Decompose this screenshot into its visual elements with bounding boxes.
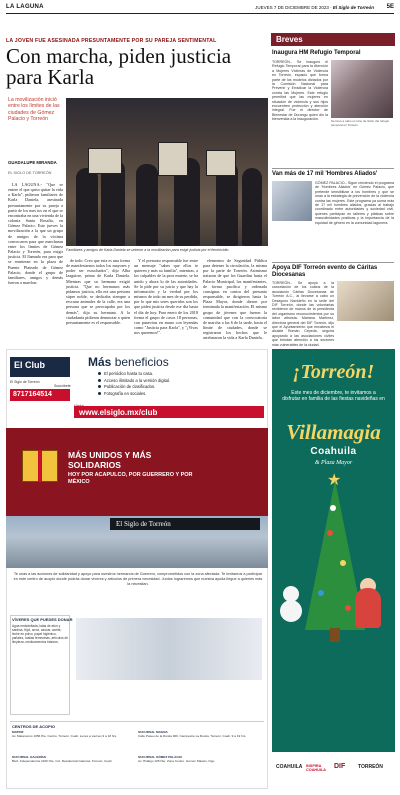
benefit-item: Acceso ilimitado a la versión digital. xyxy=(98,378,258,385)
torreon-subtitle: Este mes de diciembre, te invitamos a disfrutar en familia de las fiestas navideñas en xyxy=(282,390,385,402)
club-logo: El Club xyxy=(10,357,70,377)
photo-figure xyxy=(242,168,262,246)
sponsor-logo: TORREÓN xyxy=(358,764,383,770)
story-column-4 xyxy=(203,258,267,341)
club-benefits-list xyxy=(98,371,258,397)
story-paragraph: Y el presunto responsable fue entre un mensaje "sabes que ellos te quieren y más su familia", mientras, a los culpables de la peor muerte, se ha unido y ahora lo de las autoridades. Se lo pide por su juicio y que hay la información y la verdad por los mismos de todo un mes de su perdida, por lo que mis seres queridos son los que piden justicia desde ese día hasta el día de hoy. Para enero de los 2018 forma el grupo de casos 18 personas, con panecitas en mano con leyendas como "Justicia para Karla", y "¡Vivas nos queremos!". xyxy=(134,258,198,336)
sponsor-logo: INSPIRA COAHUILA xyxy=(306,764,327,773)
story-column-2 xyxy=(66,258,130,324)
issue-date: JUEVES 7 DE DICIEMBRE DE 2023 · El Siglo de Torreón xyxy=(255,5,374,10)
villamagia-title: Villamagia xyxy=(286,420,381,444)
story-column-1 xyxy=(8,182,63,322)
donation-box-items: Agua embotellada, latas de atún y sardina, frijol, arroz, azúcar, aceite, leche en polvo, papel higiénico, pañales, toallas femeninas, artículos de limpieza, medicamentos básicos. xyxy=(12,624,68,644)
story-deck: La movilización inició entre los límites de las ciudades de Gómez Palacio y Torreón xyxy=(8,97,60,122)
tree-trunk xyxy=(330,628,340,642)
snowman-body xyxy=(280,600,302,622)
benefit-item: Fotografía en sociales. xyxy=(98,391,258,398)
collection-centers-title: CENTROS DE ACOPIO xyxy=(12,724,55,729)
villamagia-venue: & Plaza Mayor xyxy=(314,460,353,466)
story-column-3 xyxy=(134,258,198,336)
center-item: MATRIZ Av. Matamoros 1056 Pte. Centro, Torreón, Coah. Lunes a viernes 9 a 18 hrs. xyxy=(12,730,118,738)
story-kicker: LA JOVEN FUE ASESINADA PRESUNTAMENTE POR SU PAREJA SENTIMENTAL xyxy=(6,38,217,44)
club-phone[interactable]: 8717164514 xyxy=(10,389,70,401)
villamagia-state: Coahuila xyxy=(310,446,357,457)
breves-header: Breves xyxy=(271,33,395,46)
story-paragraph: elementos de Seguridad Pública para detener la circulación, la misma por la parte de Torreón. Asimismo trataron de que los Guardias hasta el Palacio Municipal, los manifestantes, de forma pacífica y ordenada consignas en contra del presunto responsable, se dirigieron hasta la Plaza Mayor, donde dieron por terminada la manifestación. El mismo grupo de jóvenes que fueron la comunidad que con la convocatoria de marcha a las 6 de la tarde, hasta el límite de ciudades, donde se registraron los hechos que le arrebataron la vida a Karla Daniela. xyxy=(203,258,267,341)
photo-caption: Familiares y amigos de Karla Daniela se unieron a la movilización para exigir justicia por el feminicidio. xyxy=(66,248,230,252)
donation-goods-photo xyxy=(76,618,262,680)
club-site-link[interactable]: www.elsiglo.mx/club xyxy=(74,406,264,418)
club-logo-subtitle: El Siglo de Torreón xyxy=(10,380,40,384)
protest-sign xyxy=(88,148,122,174)
solidarity-banner xyxy=(6,428,268,516)
story-paragraph: de todo. Creo que esta es una forma de manifestarnos todos los mayores y poder ser escuchados", dijo Alba Izaguirre, prima de Karla Daniela. Mientras que su hermana exigió justicia. "Que no hermanos más pidamos justicia, ella era una persona súper noble, se dedicaba siempre a rescatar animales de la calle, era una persona que se preocupaba por los demás", dijo su hermana. A la ciudadanía pidieron denunciar a quien presuntamente es el responsable. xyxy=(66,258,131,325)
center-item: SUCURSAL MAGNA Calle Paseo de la Rosita 900, Campestre La Rosita, Torreón, Coah. 9 a 19 hrs. xyxy=(138,730,247,738)
page-header xyxy=(6,4,394,14)
donation-box-title: VÍVERES QUE PUEDES DONAR xyxy=(12,617,73,622)
brief-1-photo xyxy=(331,60,393,118)
club-intro-text: Te unas a las acciones de solidaridad y apoyo para nuestros hermanos de Guerrero, comprometidos con la zona afectada. Te invitamos a participar en este centro de acopio donde podrás donar víveres y artículos de primera necesidad. Juntos lograremos que nuestra ayuda llegue a quienes más la necesitan. xyxy=(13,572,263,586)
story-photo xyxy=(66,98,268,246)
story-byline: GUADALUPE MIRANDA xyxy=(8,160,57,165)
club-subscribe-label: Suscríbete xyxy=(54,384,71,388)
ornament-icon xyxy=(330,505,336,511)
divider xyxy=(272,262,394,263)
sponsor-logos xyxy=(272,752,395,789)
story-paragraph: LA LAGUNA.- "Que se entere el que quiso quitar la vida a Karla", pidieron familiares de Karla Daniela, asesinada presuntamente por su pareja a partir de los mes tos en el que se encontraba en una vivienda de la colonia Santa Rosalía, en Gómez Palacio. Este jueves la movilización a la que un grupo de amigos de la víctima convocaron para que marcharan entre los límites de Gómez Palacio y Torreón, para exigir justicia. El llamado era para que se reunieran en la plaza de Puente Plateado de Gómez Palacio, donde el grupo de familiares, amigos y demás fueron a marchar. xyxy=(8,182,63,285)
brief-1-title: Inaugura HM Refugio Temporal xyxy=(272,50,361,56)
club-benefits-title: Más beneficios xyxy=(88,355,169,369)
brief-2-photo xyxy=(272,181,312,221)
brief-2-body: GÓMEZ PALACIO.- Sigue creciendo el programa de 'Hombres Aliados' en Gómez Palacio, que pretende sensibilizar a los hombres y que se unan a la estrategia de prevención de la violencia contra las mujeres. Este programa ya suma más de 17 mil hombres aliados, gracias al trabajo coordinado entre autoridades y sociedad civil, quienes participan en talleres y pláticas sobre masculinidades positivas y la importancia de la equidad de género en la comunidad lagunera. xyxy=(315,181,394,225)
sponsor-logo: COAHUILA xyxy=(276,764,303,770)
torreon-title: ¡Torreón! xyxy=(292,361,375,383)
photo-figure xyxy=(76,168,98,246)
paper-logo: El Siglo de Torreón xyxy=(110,518,260,530)
sponsor-logo: DIF xyxy=(334,763,346,770)
story-headline: Con marcha, piden justicia para Karla xyxy=(6,44,232,89)
protest-sign xyxy=(158,142,188,176)
star-icon: ★ xyxy=(327,470,342,489)
banner-subheadline: HOY POR ACAPULCO, POR GUERRERO Y POR MÉXICO xyxy=(68,472,193,485)
section-name: LA LAGUNA xyxy=(6,4,44,10)
ornament-icon xyxy=(345,605,351,611)
doll-body xyxy=(355,588,381,628)
brief-3-body: TORREÓN.- Se apoyó a la cancelación de los costos de la asociación Cáritas Diocesanas de Torreón A.C., al llevarse a cabo un Desayuno Navideño en la sede del DIF Torreón, donde las voluntarias recibieron de manos de la presidenta del organismo reconocimientos por su labor altruista. Mariana Martínez, directora general del DIF Torreón, dijo que el Ayuntamiento que encabeza el alcalde Román Cepeda, seguirá apoyando a las asociaciones civiles que brindan atención a los sectores más vulnerables de la ciudad. xyxy=(272,281,334,347)
protest-sign xyxy=(206,150,236,176)
divider xyxy=(272,168,394,169)
brief-2-title: Van más de 17 mil 'Hombres Aliados' xyxy=(272,171,378,177)
brief-1-body: TORREÓN.- Se inauguró el Refugio Temporal para la Atención a Mujeres Víctimas de Violencia en Torreón, espacio que forma parte de los modelos dictados por la Comisión Nacional para Prevenir y Erradicar la Violencia contra las Mujeres. Este refugio permitirá que las mujeres en situación de violencia y sus hijos encuentren protección y atención integral. Fue el director de Bienestar de Durango quien dio la bienvenida a la inauguración. xyxy=(272,60,328,122)
story-outlet: EL SIGLO DE TORREÓN xyxy=(8,171,52,175)
aid-box-ribbon xyxy=(38,450,42,482)
photo-figure xyxy=(136,164,158,246)
benefit-item: El periódico hasta tu casa. xyxy=(98,371,258,378)
brief-3-photo xyxy=(337,281,394,321)
page-number: 5E xyxy=(386,4,394,10)
benefit-item: Publicación de clasificados. xyxy=(98,384,258,391)
brief-3-title: Apoya DIF Torreón evento de Cáritas Diocesanas xyxy=(272,265,378,278)
ornament-icon xyxy=(318,590,324,596)
ornament-icon xyxy=(340,560,346,566)
ornament-icon xyxy=(327,530,333,536)
center-item: SUCURSAL GALERÍAS Blvd. Independencia 4100 Ote. Col. Residencial Galerías, Torreón, Coah. xyxy=(12,755,113,763)
center-item: SUCURSAL GÓMEZ PALACIO Av. Hidalgo 105 Nte. Zona Centro, Gómez Palacio, Dgo. xyxy=(138,755,216,763)
brief-1-caption: Se llevó a cabo el corte de listón del refugio temporal en Torreón. xyxy=(331,119,390,127)
banner-headline: MÁS UNIDOS Y MÁS SOLIDARIOS xyxy=(68,450,152,470)
